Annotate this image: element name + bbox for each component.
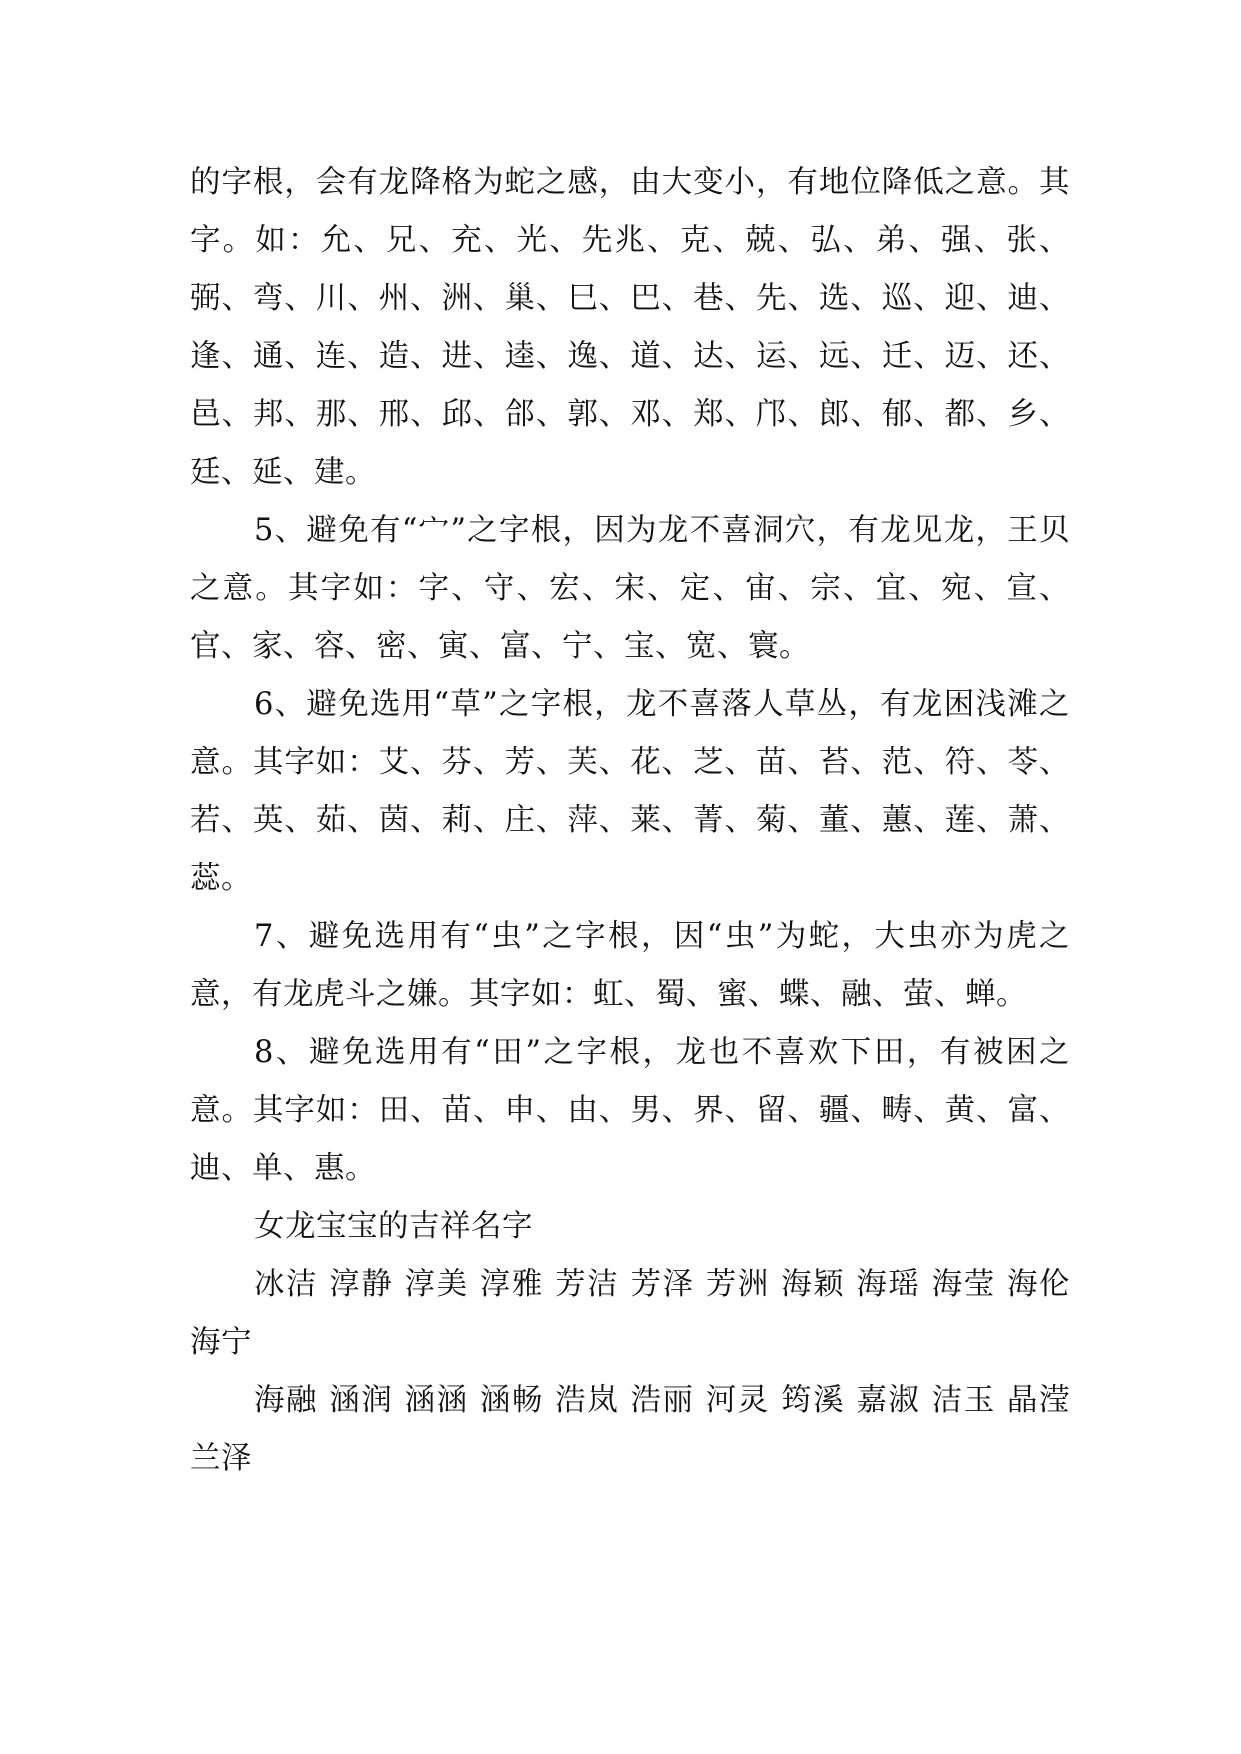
- paragraph-rule-5: 5、避免有“宀”之字根，因为龙不喜洞穴，有龙见龙，王贝之意。其字如：字、守、宏、宋、定、宙、宗、宜、宛、宣、官、家、容、密、寅、富、宁、宝、宽、寰。: [190, 513, 1070, 664]
- document-body: [190, 154, 1070, 1488]
- names-list-2: 海融 涵润 涵涵 涵畅 浩岚 浩丽 河灵 筠溪 嘉淑 洁玉 晶滢 兰泽: [190, 1383, 1070, 1476]
- names-list-1: 冰洁 淳静 淳美 淳雅 芳洁 芳泽 芳洲 海颖 海瑶 海莹 海伦 海宁: [190, 1267, 1070, 1360]
- paragraph-radical-list: 的字根，会有龙降格为蛇之感，由大变小，有地位降低之意。其字。如：允、兄、充、光、先兆、克、兢、弘、弟、强、张、弼、弯、川、州、洲、巢、巳、巴、巷、先、选、巡、迎、迪、逢、通、连、造、进、逵、逸、道、达、运、远、迁、迈、还、邑、邦、那、邢、邱、郃、郭、邓、郑、邝、郎、郁、都、乡、廷、延、建。: [190, 165, 1070, 490]
- section-heading-lucky-names: 女龙宝宝的吉祥名字: [254, 1209, 533, 1244]
- paragraph-rule-6: 6、避免选用“草”之字根，龙不喜落人草丛，有龙困浅滩之意。其字如：艾、芬、芳、芙、花、芝、苗、苔、范、符、苓、若、英、茹、茵、莉、庄、萍、莱、菁、菊、董、蕙、莲、萧、蕊。: [190, 687, 1070, 896]
- paragraph-rule-8: 8、避免选用有“田”之字根，龙也不喜欢下田，有被困之意。其字如：田、苗、申、由、男、界、留、疆、畴、黄、富、迪、单、惠。: [190, 1035, 1070, 1186]
- paragraph-rule-7: 7、避免选用有“虫”之字根，因“虫”为蛇，大虫亦为虎之意，有龙虎斗之嫌。其字如：虹、蜀、蜜、蝶、融、萤、蝉。: [190, 919, 1070, 1012]
